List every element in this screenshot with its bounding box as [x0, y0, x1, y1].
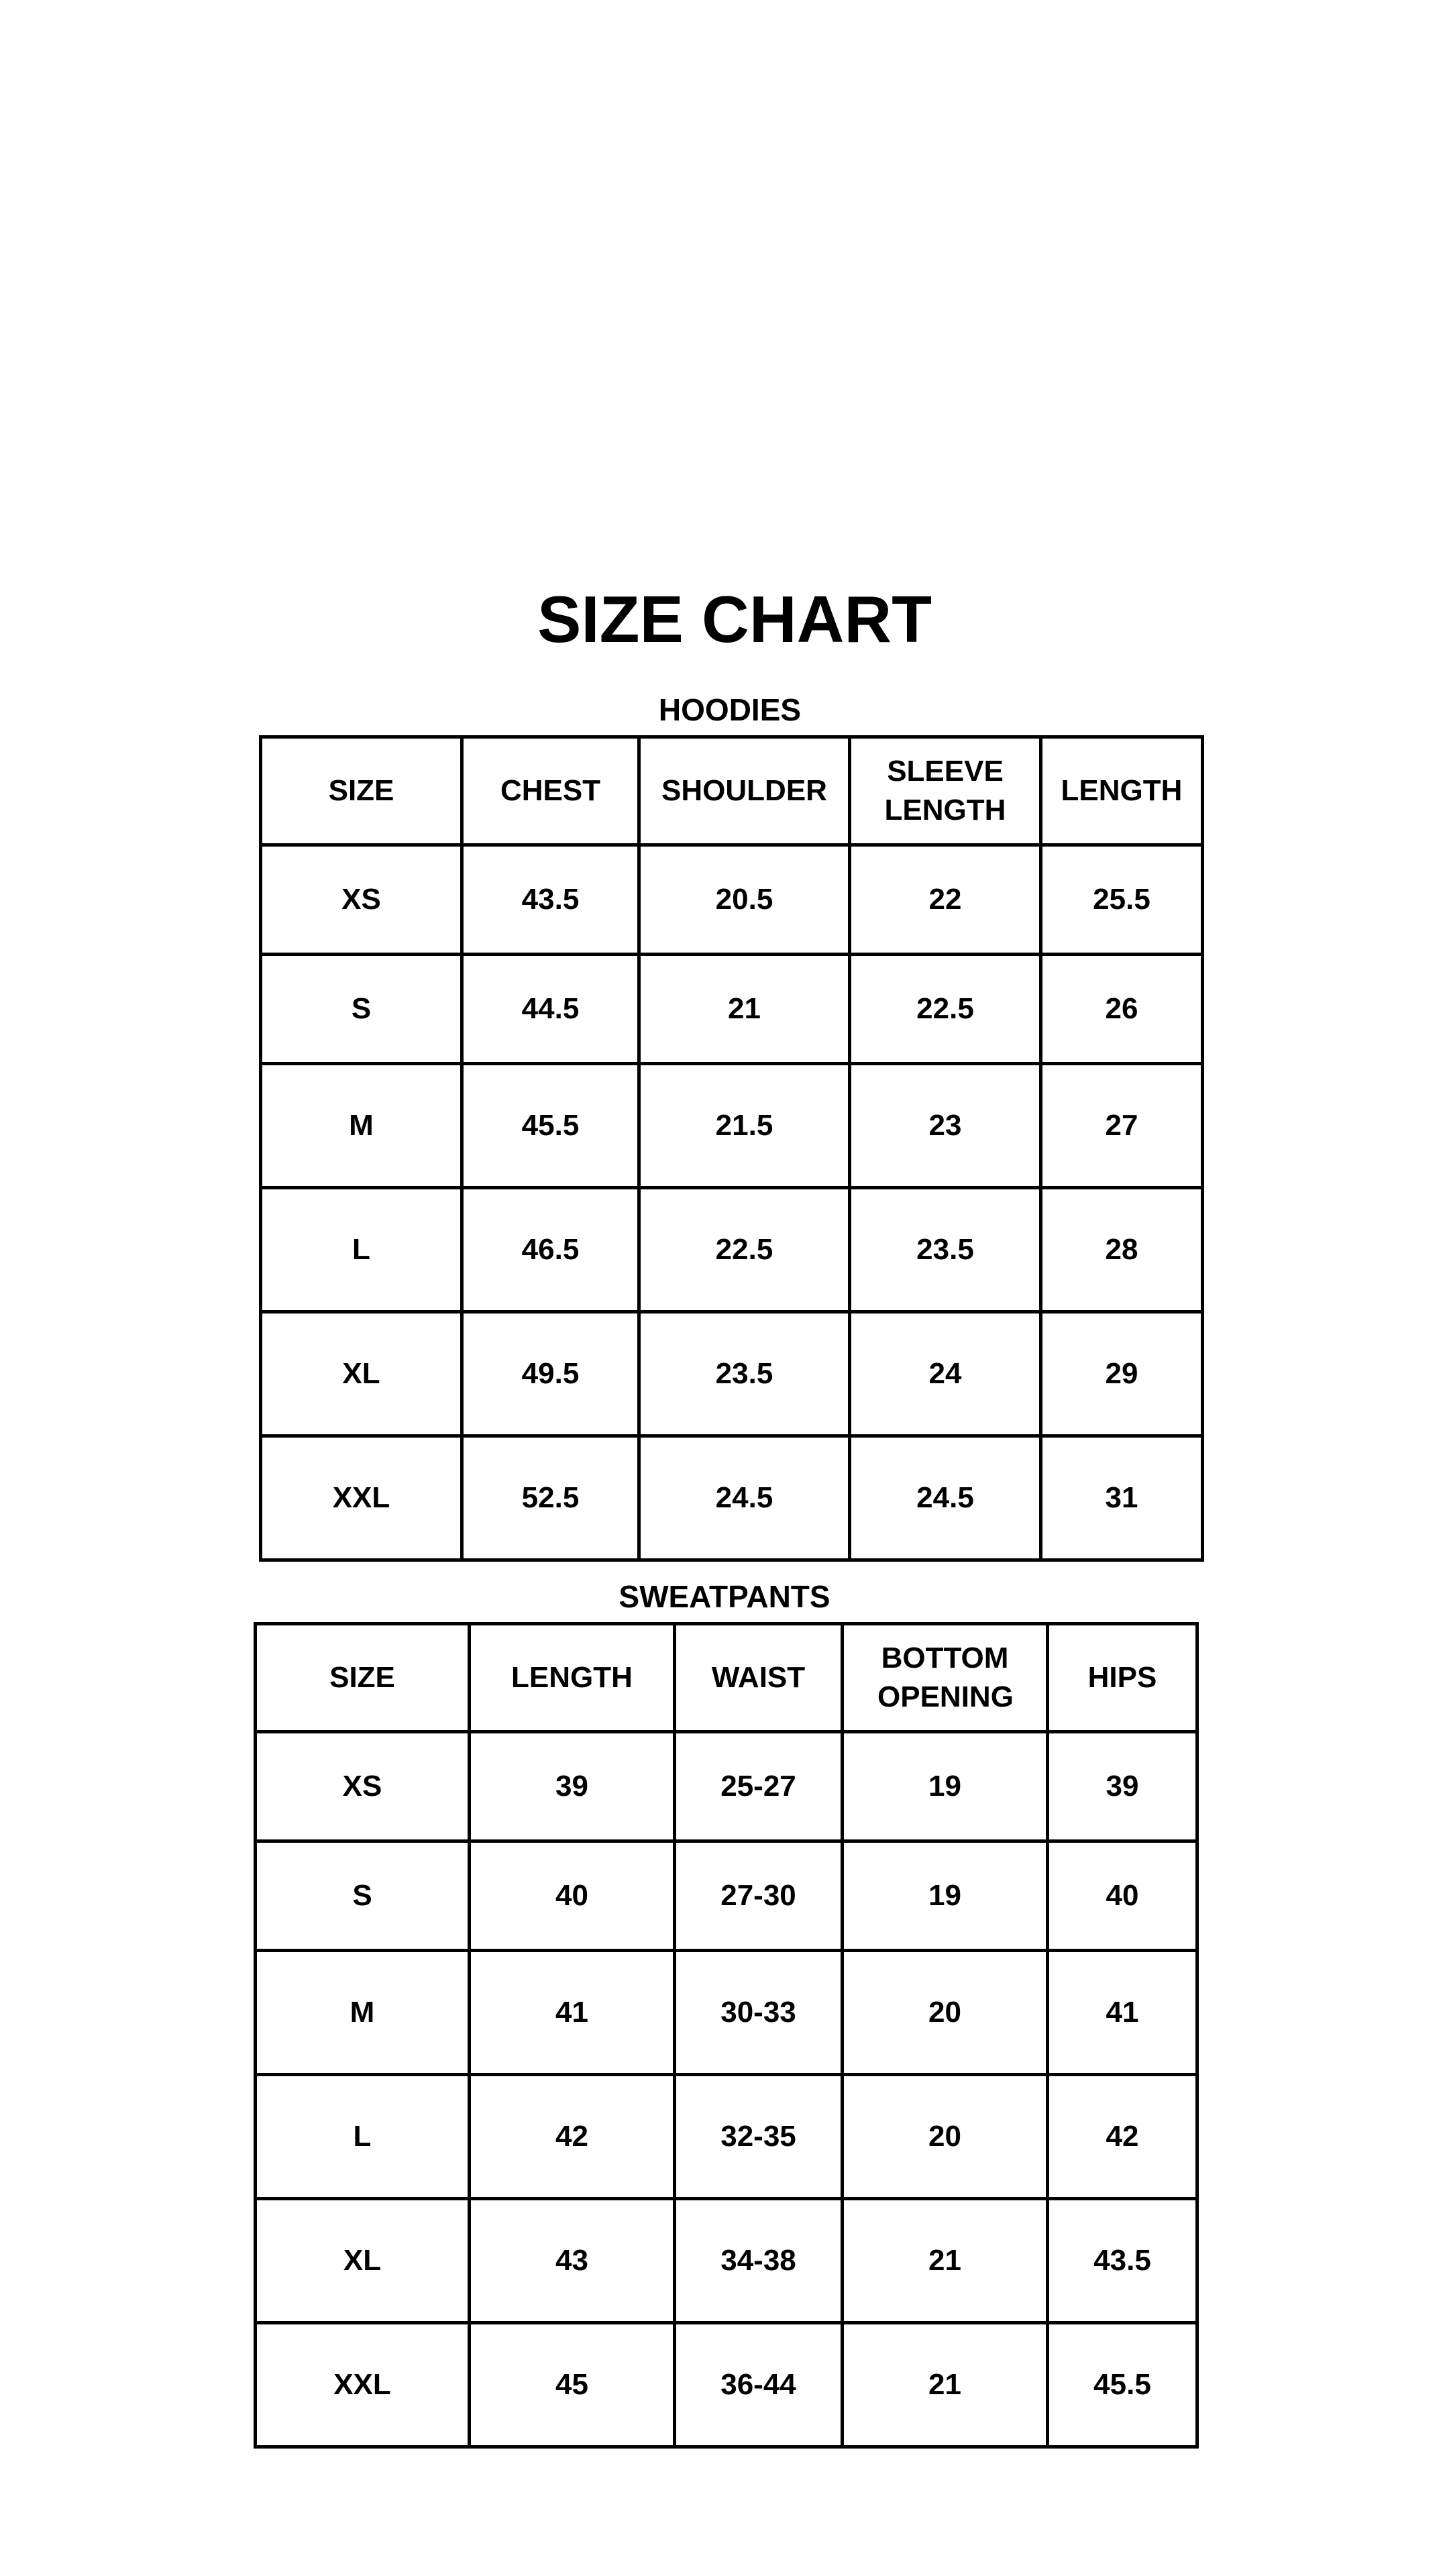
table-row [261, 1188, 1203, 1312]
length-cell: 42 [470, 2075, 675, 2199]
table-row [261, 1064, 1203, 1188]
waist-cell: 34-38 [675, 2199, 843, 2323]
hips-cell: 41 [1048, 1951, 1197, 2075]
size-cell: XL [256, 2199, 470, 2323]
bottom-opening-cell: 20 [843, 1951, 1048, 2075]
chest-cell: 46.5 [462, 1188, 639, 1312]
column-header-chest: CHEST [462, 737, 639, 845]
length-cell: 25.5 [1041, 845, 1203, 955]
size-cell: M [256, 1951, 470, 2075]
size-cell: XXL [261, 1436, 462, 1560]
size-cell: S [256, 1841, 470, 1951]
column-header-size: SIZE [256, 1624, 470, 1732]
column-header-sleeve-length: SLEEVE LENGTH [850, 737, 1041, 845]
hips-cell: 43.5 [1048, 2199, 1197, 2323]
sleeve-length-cell: 24 [850, 1312, 1041, 1436]
sleeve-length-cell: 22 [850, 845, 1041, 955]
table-header-row [261, 737, 1203, 845]
table-row [256, 2199, 1197, 2323]
waist-cell: 36-44 [675, 2323, 843, 2447]
sleeve-length-cell: 23 [850, 1064, 1041, 1188]
waist-cell: 32-35 [675, 2075, 843, 2199]
shoulder-cell: 24.5 [639, 1436, 850, 1560]
length-cell: 39 [470, 1732, 675, 1841]
shoulder-cell: 21 [639, 955, 850, 1064]
size-cell: XL [261, 1312, 462, 1436]
sleeve-length-cell: 22.5 [850, 955, 1041, 1064]
length-cell: 45 [470, 2323, 675, 2447]
column-header-length: LENGTH [1041, 737, 1203, 845]
shoulder-cell: 21.5 [639, 1064, 850, 1188]
table-row [256, 1732, 1197, 1841]
column-header-waist: WAIST [675, 1624, 843, 1732]
column-header-length: LENGTH [470, 1624, 675, 1732]
column-header-size: SIZE [261, 737, 462, 845]
table-row [256, 1841, 1197, 1951]
table-row [261, 955, 1203, 1064]
waist-cell: 27-30 [675, 1841, 843, 1951]
size-cell: XS [256, 1732, 470, 1841]
chest-cell: 44.5 [462, 955, 639, 1064]
length-cell: 28 [1041, 1188, 1203, 1312]
length-cell: 29 [1041, 1312, 1203, 1436]
table-row [261, 845, 1203, 955]
size-cell: L [261, 1188, 462, 1312]
bottom-opening-cell: 19 [843, 1841, 1048, 1951]
bottom-opening-cell: 21 [843, 2199, 1048, 2323]
bottom-opening-cell: 20 [843, 2075, 1048, 2199]
table-header-row [256, 1624, 1197, 1732]
length-cell: 40 [470, 1841, 675, 1951]
length-cell: 26 [1041, 955, 1203, 1064]
chest-cell: 43.5 [462, 845, 639, 955]
table-row [261, 1312, 1203, 1436]
shoulder-cell: 20.5 [639, 845, 850, 955]
hips-cell: 42 [1048, 2075, 1197, 2199]
shoulder-cell: 22.5 [639, 1188, 850, 1312]
hips-cell: 40 [1048, 1841, 1197, 1951]
hips-cell: 45.5 [1048, 2323, 1197, 2447]
size-cell: L [256, 2075, 470, 2199]
size-cell: M [261, 1064, 462, 1188]
length-cell: 43 [470, 2199, 675, 2323]
shoulder-cell: 23.5 [639, 1312, 850, 1436]
length-cell: 31 [1041, 1436, 1203, 1560]
column-header-shoulder: SHOULDER [639, 737, 850, 845]
chest-cell: 52.5 [462, 1436, 639, 1560]
length-cell: 41 [470, 1951, 675, 2075]
column-header-bottom-opening: BOTTOM OPENING [843, 1624, 1048, 1732]
sleeve-length-cell: 23.5 [850, 1188, 1041, 1312]
waist-cell: 25-27 [675, 1732, 843, 1841]
sweatpants-section-title: SWEATPANTS [619, 1579, 830, 1614]
sweatpants-size-table [254, 1622, 1199, 2449]
bottom-opening-cell: 19 [843, 1732, 1048, 1841]
hoodies-size-table [259, 735, 1204, 1562]
column-header-hips: HIPS [1048, 1624, 1197, 1732]
chest-cell: 49.5 [462, 1312, 639, 1436]
sleeve-length-cell: 24.5 [850, 1436, 1041, 1560]
hoodies-section-title: HOODIES [658, 692, 802, 727]
waist-cell: 30-33 [675, 1951, 843, 2075]
bottom-opening-cell: 21 [843, 2323, 1048, 2447]
table-row [256, 2323, 1197, 2447]
hips-cell: 39 [1048, 1732, 1197, 1841]
chest-cell: 45.5 [462, 1064, 639, 1188]
table-row [261, 1436, 1203, 1560]
size-cell: S [261, 955, 462, 1064]
size-cell: XS [261, 845, 462, 955]
table-row [256, 1951, 1197, 2075]
page-title: SIZE CHART [537, 582, 932, 656]
size-cell: XXL [256, 2323, 470, 2447]
table-row [256, 2075, 1197, 2199]
length-cell: 27 [1041, 1064, 1203, 1188]
